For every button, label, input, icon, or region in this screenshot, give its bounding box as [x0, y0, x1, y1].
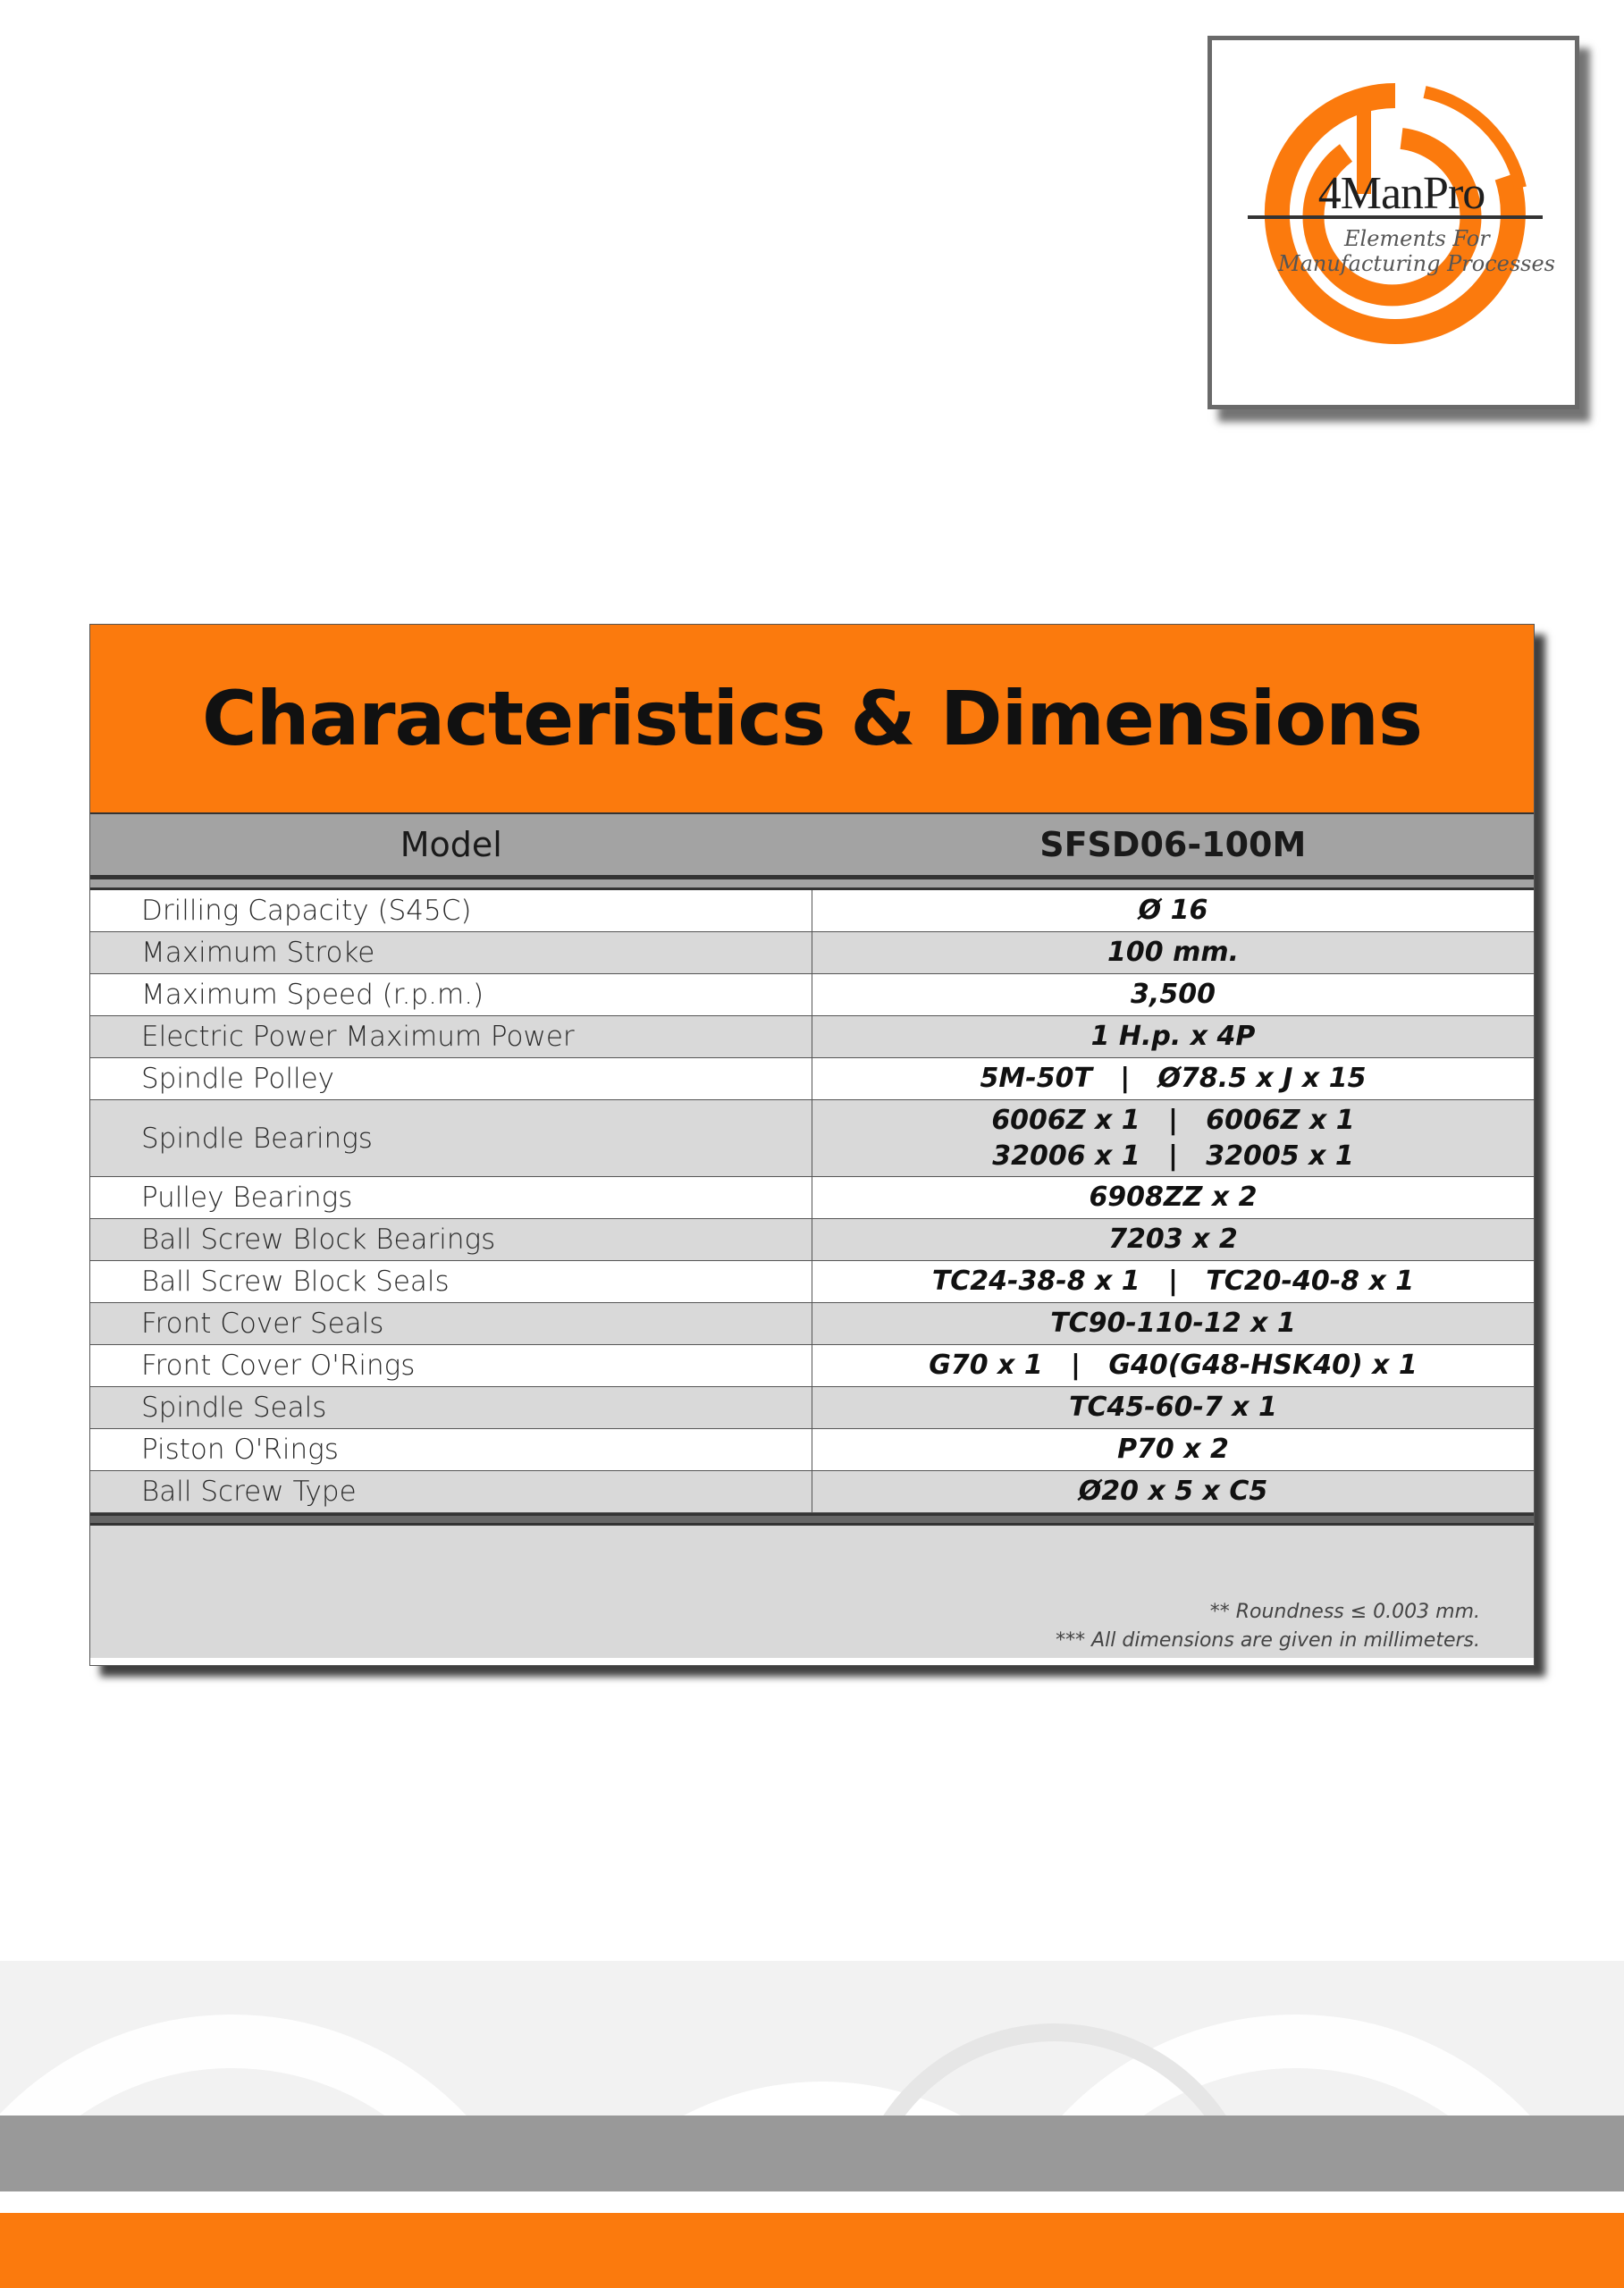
- spec-label: Spindle Seals: [90, 1387, 812, 1428]
- table-row: [90, 1016, 1534, 1058]
- spec-value-line: Ø 16: [1138, 895, 1208, 926]
- spec-value-line: 6908ZZ x 2: [1089, 1182, 1258, 1213]
- spec-label: Ball Screw Block Seals: [90, 1261, 812, 1302]
- footnote: ** Roundness ≤ 0.003 mm.: [1209, 1601, 1480, 1623]
- spec-value-line: P70 x 2: [1117, 1434, 1229, 1465]
- spec-card: [89, 624, 1535, 1666]
- divider: [90, 879, 1534, 890]
- spec-value-line: TC45-60-7 x 1: [1069, 1392, 1277, 1423]
- spec-value-line: 3,500: [1131, 979, 1216, 1010]
- spec-value-line: 100 mm.: [1107, 937, 1239, 968]
- spec-label: Piston O'Rings: [90, 1429, 812, 1470]
- table-row: [90, 1058, 1534, 1100]
- table-row: [90, 1429, 1534, 1471]
- table-row: [90, 1100, 1534, 1177]
- logo-ring-graphic: [1212, 40, 1575, 405]
- footnote-area: [90, 1526, 1534, 1658]
- footnote: *** All dimensions are given in millimeters.: [1056, 1629, 1480, 1652]
- spec-label: Drilling Capacity (S45C): [90, 890, 812, 931]
- spec-value: [812, 1016, 1534, 1057]
- spec-label: Front Cover O'Rings: [90, 1345, 812, 1386]
- spec-value-line: G70 x 1 | G40(G48-HSK40) x 1: [929, 1350, 1418, 1381]
- spec-table: [90, 890, 1534, 1513]
- footer-gray-stripe: [0, 2116, 1624, 2191]
- spec-value: [812, 1177, 1534, 1218]
- spec-label: Pulley Bearings: [90, 1177, 812, 1218]
- model-value: SFSD06-100M: [1039, 825, 1307, 864]
- spec-label: Spindle Bearings: [90, 1100, 812, 1176]
- spec-value-line: Ø20 x 5 x C5: [1078, 1476, 1268, 1507]
- spec-value-line: 32006 x 1 | 32005 x 1: [992, 1140, 1354, 1172]
- divider: [90, 1513, 1534, 1526]
- table-row: [90, 1471, 1534, 1513]
- spec-value: [812, 1058, 1534, 1099]
- logo-tagline-line1: Elements For: [1344, 226, 1490, 251]
- table-row: [90, 1177, 1534, 1219]
- table-row: [90, 890, 1534, 932]
- spec-value-line: 6006Z x 1 | 6006Z x 1: [991, 1104, 1355, 1136]
- logo-wordmark: 4ManPro: [1317, 168, 1485, 219]
- spec-label: Maximum Speed (r.p.m.): [90, 974, 812, 1015]
- spec-value: [812, 890, 1534, 931]
- logo-tagline-line2: Manufacturing Processes: [1278, 251, 1555, 276]
- spec-value: [812, 1345, 1534, 1386]
- model-label: Model: [400, 825, 502, 864]
- table-row: [90, 1345, 1534, 1387]
- company-logo: [1207, 36, 1579, 409]
- model-header-row: [90, 814, 1534, 879]
- table-row: [90, 1303, 1534, 1345]
- spec-value-line: TC90-110-12 x 1: [1050, 1308, 1296, 1339]
- table-row: [90, 974, 1534, 1016]
- table-row: [90, 1261, 1534, 1303]
- spec-label: Front Cover Seals: [90, 1303, 812, 1344]
- spec-value-line: 7203 x 2: [1108, 1224, 1238, 1255]
- spec-value: [812, 932, 1534, 973]
- spec-value: [812, 1261, 1534, 1302]
- spec-value: [812, 1387, 1534, 1428]
- spec-value: [812, 1219, 1534, 1260]
- spec-label: Ball Screw Type: [90, 1471, 812, 1512]
- table-row: [90, 932, 1534, 974]
- spec-value: [812, 1303, 1534, 1344]
- spec-label: Spindle Polley: [90, 1058, 812, 1099]
- footer-orange-stripe: [0, 2213, 1624, 2288]
- spec-value-line: 1 H.p. x 4P: [1090, 1021, 1256, 1052]
- spec-value: [812, 1429, 1534, 1470]
- spec-label: Ball Screw Block Bearings: [90, 1219, 812, 1260]
- spec-label: Electric Power Maximum Power: [90, 1016, 812, 1057]
- spec-label: Maximum Stroke: [90, 932, 812, 973]
- spec-value-line: 5M-50T | Ø78.5 x J x 15: [980, 1063, 1367, 1094]
- spec-value: [812, 974, 1534, 1015]
- table-row: [90, 1219, 1534, 1261]
- table-row: [90, 1387, 1534, 1429]
- spec-value: [812, 1100, 1534, 1176]
- footer-white-stripe: [0, 2191, 1624, 2213]
- page-title: Characteristics & Dimensions: [90, 625, 1534, 814]
- spec-value: [812, 1471, 1534, 1512]
- spec-value-line: TC24-38-8 x 1 | TC20-40-8 x 1: [931, 1266, 1415, 1297]
